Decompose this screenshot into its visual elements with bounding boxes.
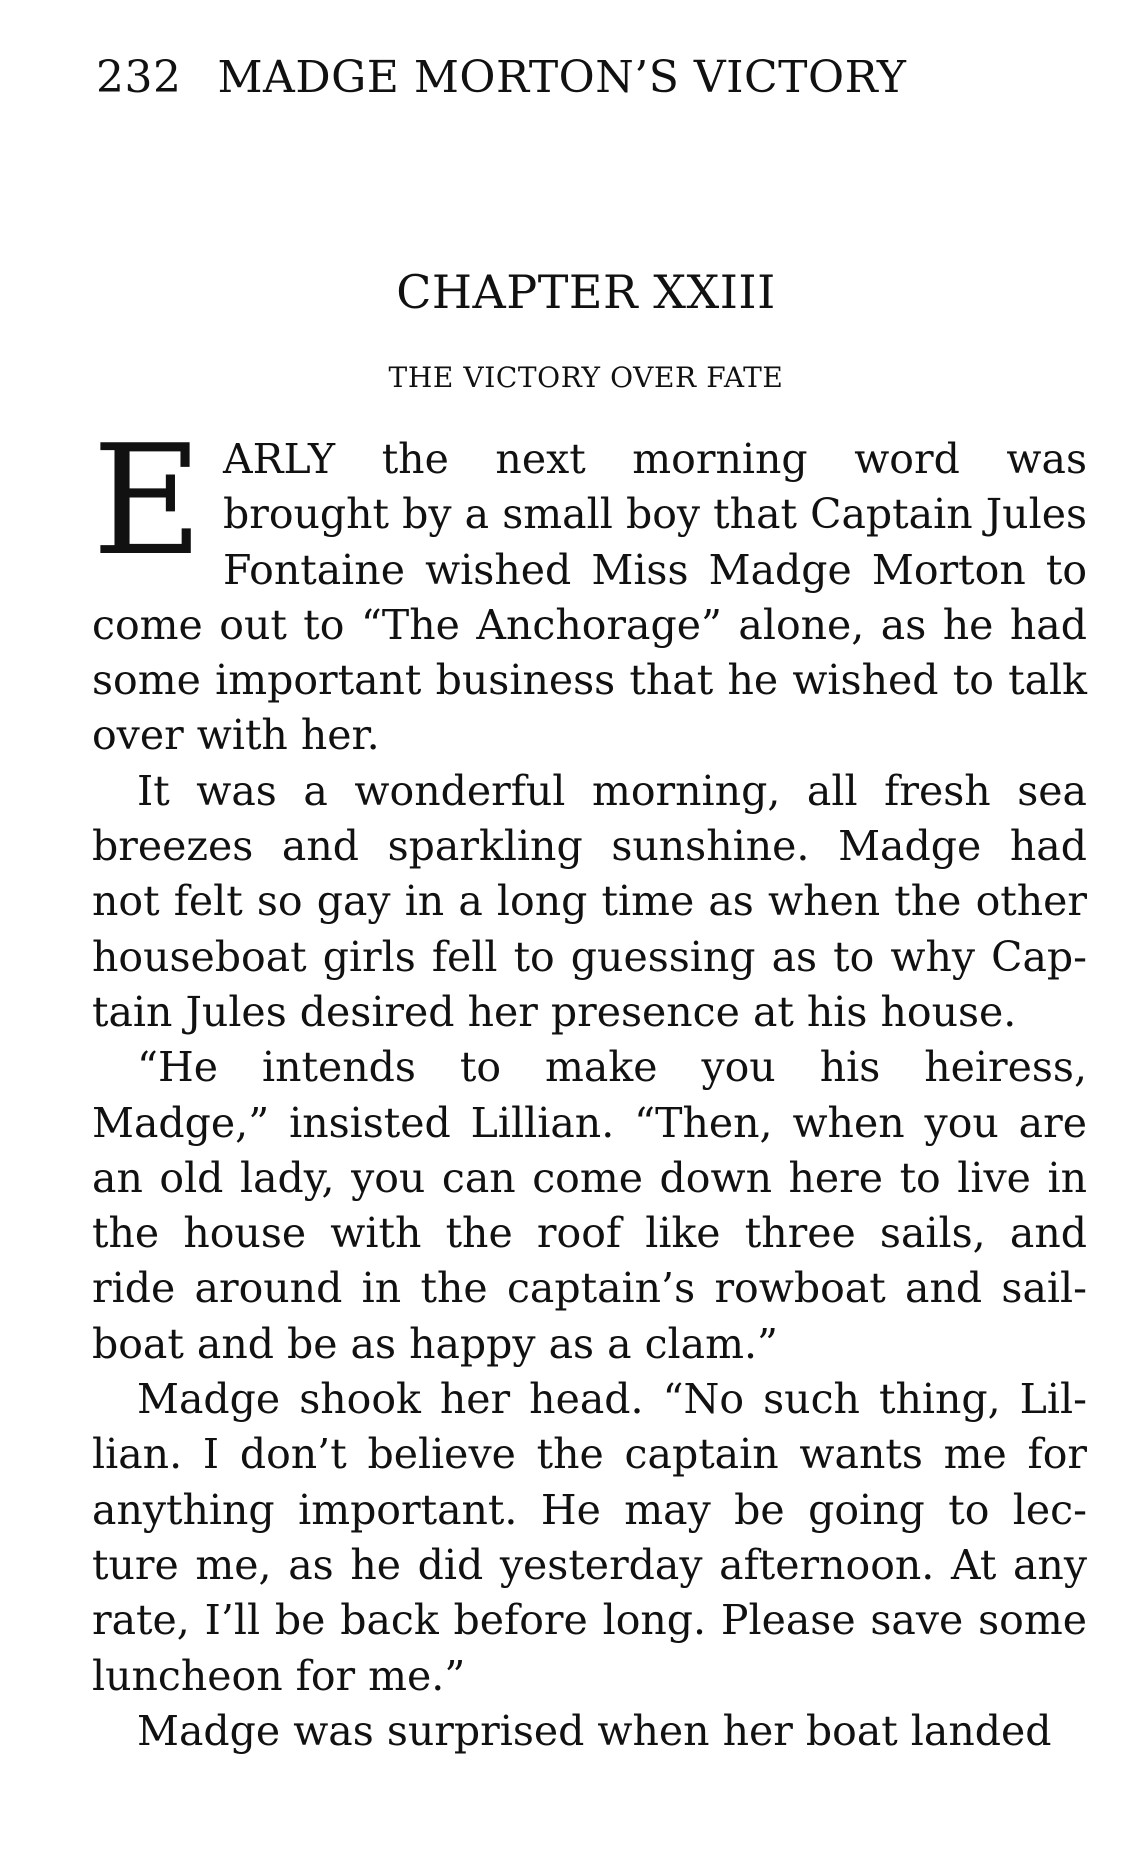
chapter-number: CHAPTER XXIII: [396, 265, 776, 319]
running-head: [96, 48, 996, 108]
chapter-title: THE VICTORY OVER FATE: [388, 361, 784, 394]
chapter-body: [92, 412, 1087, 1759]
paragraph-5: Madge was surprised when her boat landed: [137, 1706, 1052, 1755]
running-head-title: MADGE MORTON’S VICTORY: [217, 52, 907, 103]
paragraph-2: It was a wonderful morning, all fresh sea breezes and sparkling sunshine. Madge had not felt so gay in a long time as when the other houseboat girls fell to guessing as to why Captain Jules desired her presence at his house.: [92, 766, 1087, 1036]
paragraph-1: [92, 412, 1087, 764]
page-number: 232: [96, 52, 182, 103]
paragraph-1-text: ARLY the next morning word was brought by a small boy that Captain Jules Fontaine wished Miss Madge Morton to come out to “The Anchorage” alone, as he had some important business that he wished to talk over with her.: [92, 435, 1087, 760]
paragraph-3: “He intends to make you his heiress, Madge,” insisted Lillian. “Then, when you are an old lady, you can come down here to live in the house with the roof like three sails, and ride around in the captain’s rowboat and sailboat and be as happy as a clam.”: [92, 1043, 1087, 1368]
drop-cap: E: [92, 412, 203, 589]
paragraph-4: Madge shook her head. “No such thing, Lillian. I don’t believe the captain wants me for anything important. He may be going to lecture me, as he did yesterday afternoon. At any rate, I’ll be back before long. Please save some luncheon for me.”: [92, 1375, 1087, 1700]
